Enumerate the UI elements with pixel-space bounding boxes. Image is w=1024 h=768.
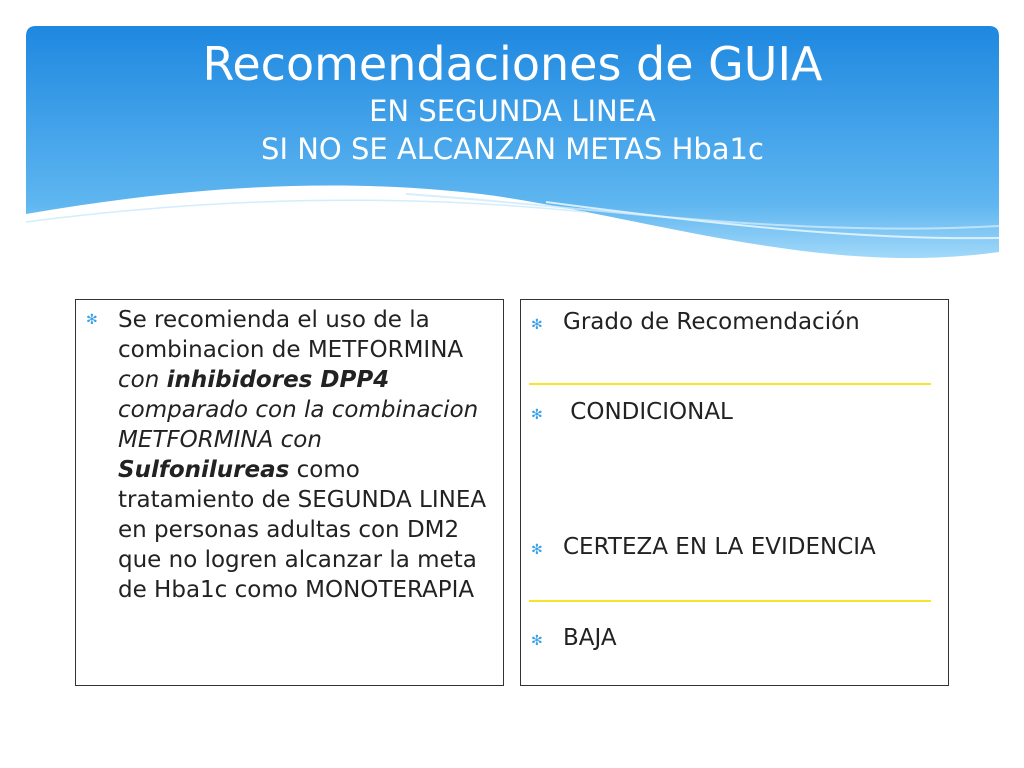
recommendation-paragraph <box>118 305 498 605</box>
recommendation-grade-value: CONDICIONAL <box>563 399 733 425</box>
divider-line <box>529 383 931 385</box>
text-segment-bold: inhibidores DPP4 <box>166 367 390 393</box>
text-segment-italic: con <box>118 367 160 393</box>
text-segment-bold: Sulfonilureas <box>118 457 290 483</box>
evidence-certainty-label: CERTEZA EN LA EVIDENCIA <box>563 534 876 560</box>
asterisk-icon: ✻ <box>531 407 543 423</box>
asterisk-icon: ✻ <box>531 317 543 333</box>
grading-box <box>520 299 949 686</box>
asterisk-icon: ✻ <box>86 312 98 328</box>
text-segment: Se recomienda el uso de la combinacion de METFORMINA <box>118 307 464 363</box>
text-segment: como tratamiento de SEGUNDA LINEA en personas adultas con DM2 que no logren alcanzar la meta de Hba1c como MONOTERAPIA <box>118 457 487 603</box>
title-block <box>26 26 999 168</box>
asterisk-icon: ✻ <box>531 542 543 558</box>
evidence-certainty-value: BAJA <box>563 625 617 651</box>
text-segment-italic: comparado con la combinacion METFORMINA con <box>118 397 479 453</box>
divider-line <box>529 600 931 602</box>
slide-subtitle-1: EN SEGUNDA LINEA <box>369 94 656 128</box>
asterisk-icon: ✻ <box>531 633 543 649</box>
slide-subtitle-2: SI NO SE ALCANZAN METAS Hba1c <box>261 132 764 166</box>
recommendation-grade-label: Grado de Recomendación <box>563 309 860 335</box>
header-banner <box>26 26 999 266</box>
recommendation-text-box <box>75 299 504 686</box>
slide-title: Recomendaciones de GUIA <box>202 37 823 91</box>
